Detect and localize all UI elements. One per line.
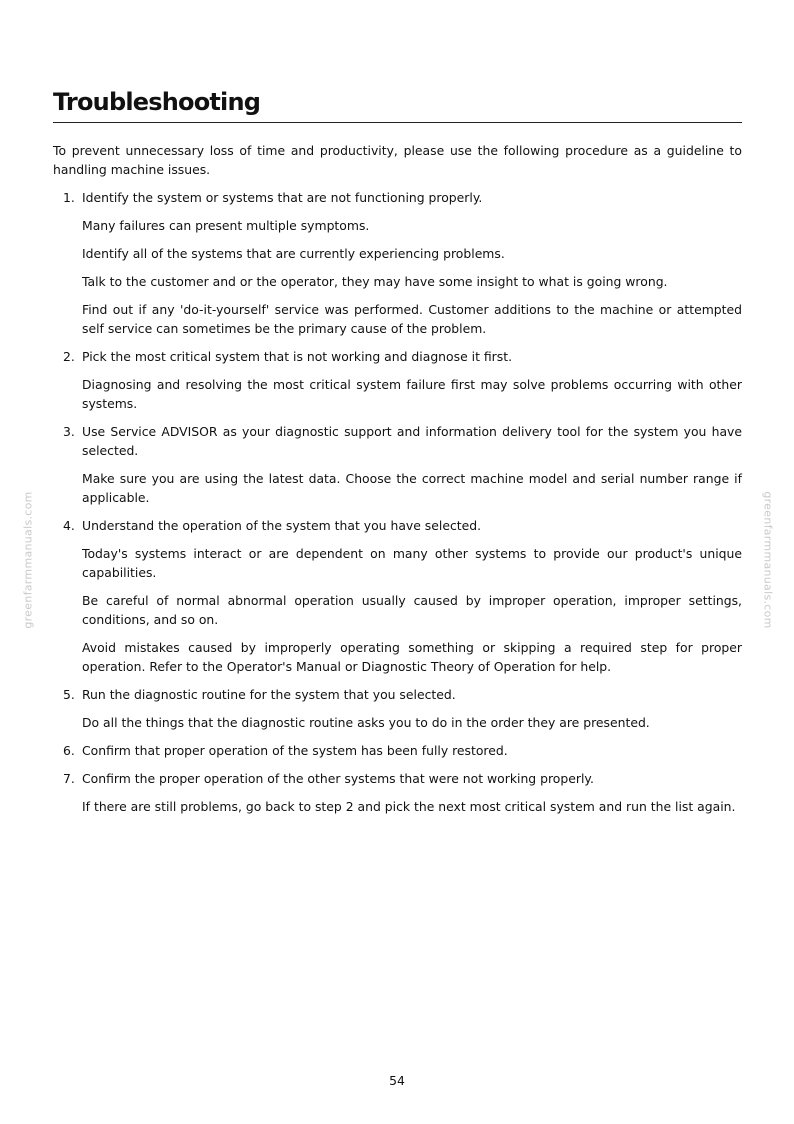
procedure-step (53, 769, 742, 816)
step-text: Pick the most critical system that is not working and diagnose it first. (82, 349, 513, 364)
step-number: 1. (63, 190, 75, 205)
step-note: Identify all of the systems that are currently experiencing problems. (82, 246, 505, 261)
step-text: Confirm that proper operation of the system has been fully restored. (82, 743, 508, 758)
procedure-step (53, 685, 742, 732)
step-note: Find out if any 'do-it-yourself' service was performed. Customer additions to the machine or attempted self service can sometimes be the primary cause of the problem. (82, 302, 742, 336)
step-note: Diagnosing and resolving the most critical system failure first may solve problems occurring with other systems. (82, 377, 742, 411)
step-note: Avoid mistakes caused by improperly operating something or skipping a required step for proper operation. Refer to the Operator's Manual or Diagnostic Theory of Operation for help. (82, 640, 742, 674)
step-text: Confirm the proper operation of the other systems that were not working properly. (82, 771, 594, 786)
step-number: 4. (63, 518, 75, 533)
procedure-list (53, 188, 742, 816)
page-number: 54 (389, 1073, 405, 1088)
step-note: Make sure you are using the latest data. Choose the correct machine model and serial number range if applicable. (82, 471, 742, 505)
step-number: 7. (63, 771, 75, 786)
step-number: 2. (63, 349, 75, 364)
page-title: Troubleshooting (53, 88, 261, 116)
procedure-step (53, 347, 742, 413)
watermark-right: greenfarmmanuals.com (761, 491, 775, 629)
step-number: 6. (63, 743, 75, 758)
step-text: Identify the system or systems that are not functioning properly. (82, 190, 483, 205)
step-number: 5. (63, 687, 75, 702)
step-number: 3. (63, 424, 75, 439)
step-text: Understand the operation of the system that you have selected. (82, 518, 482, 533)
title-divider (53, 122, 742, 123)
procedure-step (53, 741, 742, 760)
procedure-step (53, 188, 742, 338)
step-text: Run the diagnostic routine for the system that you selected. (82, 687, 456, 702)
procedure-step (53, 516, 742, 676)
procedure-step (53, 422, 742, 507)
intro-paragraph: To prevent unnecessary loss of time and productivity, please use the following procedure as a guideline to handling machine issues. (53, 143, 742, 177)
step-note: Do all the things that the diagnostic routine asks you to do in the order they are presented. (82, 715, 650, 730)
document-body (53, 141, 742, 825)
step-note: Be careful of normal abnormal operation usually caused by improper operation, improper settings, conditions, and so on. (82, 593, 742, 627)
watermark-left: greenfarmmanuals.com (21, 491, 35, 629)
step-note: If there are still problems, go back to step 2 and pick the next most critical system and run the list again. (82, 799, 736, 814)
step-note: Many failures can present multiple symptoms. (82, 218, 370, 233)
step-note: Today's systems interact or are dependent on many other systems to provide our product's unique capabilities. (82, 546, 742, 580)
step-note: Talk to the customer and or the operator, they may have some insight to what is going wrong. (82, 274, 668, 289)
step-text: Use Service ADVISOR as your diagnostic support and information delivery tool for the system you have selected. (82, 424, 742, 458)
